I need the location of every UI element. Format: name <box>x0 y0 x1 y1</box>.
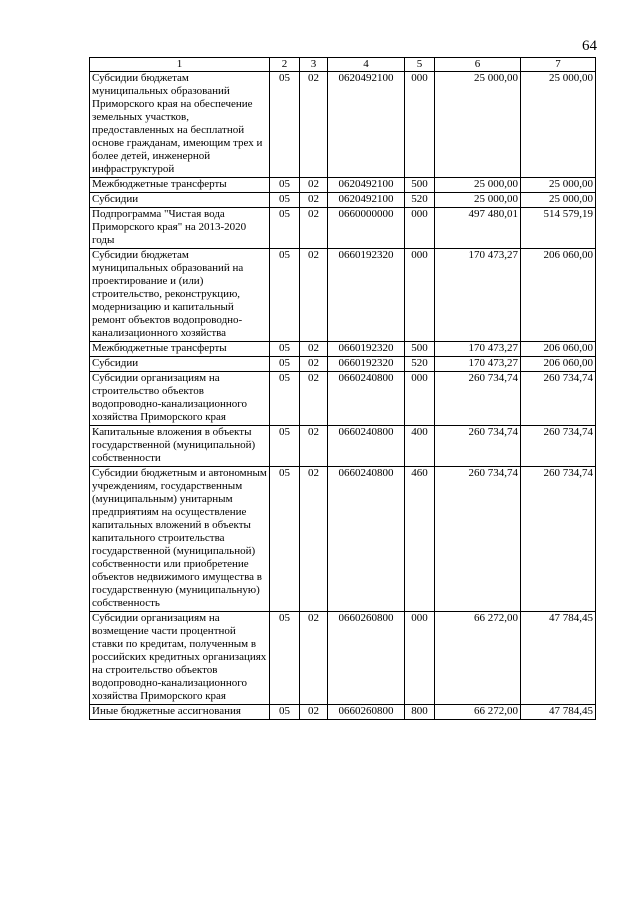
row-target-article: 0620492100 <box>328 72 405 178</box>
row-section: 05 <box>270 372 300 426</box>
header-cell: 3 <box>300 58 328 72</box>
row-expense-type: 520 <box>405 357 435 372</box>
row-name: Межбюджетные трансферты <box>90 178 270 193</box>
row-section: 05 <box>270 357 300 372</box>
row-subsection: 02 <box>300 342 328 357</box>
row-amount-1: 25 000,00 <box>435 178 521 193</box>
row-section: 05 <box>270 193 300 208</box>
header-cell: 2 <box>270 58 300 72</box>
table-row <box>90 193 596 208</box>
row-expense-type: 000 <box>405 208 435 249</box>
page-number: 64 <box>582 38 597 54</box>
row-amount-1: 170 473,27 <box>435 249 521 342</box>
row-subsection: 02 <box>300 249 328 342</box>
row-expense-type: 500 <box>405 178 435 193</box>
row-amount-1: 66 272,00 <box>435 612 521 705</box>
row-amount-2: 206 060,00 <box>521 357 596 372</box>
table-row <box>90 357 596 372</box>
header-cell: 4 <box>328 58 405 72</box>
table-row <box>90 372 596 426</box>
row-expense-type: 000 <box>405 612 435 705</box>
row-name: Подпрограмма "Чистая вода Приморского края" на 2013-2020 годы <box>90 208 270 249</box>
row-amount-2: 25 000,00 <box>521 178 596 193</box>
row-expense-type: 460 <box>405 467 435 612</box>
row-amount-2: 260 734,74 <box>521 467 596 612</box>
row-expense-type: 500 <box>405 342 435 357</box>
table-row <box>90 208 596 249</box>
row-amount-2: 47 784,45 <box>521 612 596 705</box>
row-amount-2: 260 734,74 <box>521 372 596 426</box>
row-name: Субсидии бюджетам муниципальных образований Приморского края на обеспечение земельных участков, предоставленных на бесплатной основе гражданам, имеющим трех и более детей, инженерной инфраструктурой <box>90 72 270 178</box>
header-cell: 1 <box>90 58 270 72</box>
table-row <box>90 342 596 357</box>
row-target-article: 0660260800 <box>328 705 405 720</box>
row-amount-1: 260 734,74 <box>435 467 521 612</box>
row-amount-1: 25 000,00 <box>435 193 521 208</box>
row-name: Субсидии бюджетным и автономным учреждениям, государственным (муниципальным) унитарным предприятиям на осуществление капитальных вложений в объекты капитального строительства государственной (муниципальной) собственности или приобретение объектов недвижимого имущества в государственную (муниципальную) собственность <box>90 467 270 612</box>
row-amount-1: 497 480,01 <box>435 208 521 249</box>
row-amount-1: 260 734,74 <box>435 426 521 467</box>
row-section: 05 <box>270 467 300 612</box>
row-expense-type: 000 <box>405 72 435 178</box>
row-expense-type: 000 <box>405 249 435 342</box>
row-name: Субсидии бюджетам муниципальных образований на проектирование и (или) строительство, реконструкцию, модернизацию и капитальный ремонт объектов водопроводно-канализационного хозяйства <box>90 249 270 342</box>
row-expense-type: 400 <box>405 426 435 467</box>
row-name: Капитальные вложения в объекты государственной (муниципальной) собственности <box>90 426 270 467</box>
row-name: Субсидии организациям на возмещение части процентной ставки по кредитам, полученным в российских кредитных организациях на строительство объектов водопроводно-канализационного хозяйства Приморского края <box>90 612 270 705</box>
row-amount-1: 170 473,27 <box>435 357 521 372</box>
table-row <box>90 249 596 342</box>
row-target-article: 0660192320 <box>328 249 405 342</box>
row-amount-2: 206 060,00 <box>521 342 596 357</box>
row-amount-1: 260 734,74 <box>435 372 521 426</box>
row-subsection: 02 <box>300 357 328 372</box>
header-cell: 6 <box>435 58 521 72</box>
row-subsection: 02 <box>300 178 328 193</box>
row-target-article: 0620492100 <box>328 193 405 208</box>
row-name: Межбюджетные трансферты <box>90 342 270 357</box>
table-row <box>90 612 596 705</box>
row-section: 05 <box>270 178 300 193</box>
row-subsection: 02 <box>300 372 328 426</box>
row-target-article: 0660192320 <box>328 342 405 357</box>
row-name: Субсидии организациям на строительство объектов водопроводно-канализационного хозяйства Приморского края <box>90 372 270 426</box>
row-expense-type: 800 <box>405 705 435 720</box>
row-subsection: 02 <box>300 208 328 249</box>
row-amount-2: 25 000,00 <box>521 193 596 208</box>
row-subsection: 02 <box>300 612 328 705</box>
budget-table <box>89 57 596 720</box>
row-section: 05 <box>270 72 300 178</box>
row-section: 05 <box>270 426 300 467</box>
row-name: Субсидии <box>90 357 270 372</box>
row-amount-2: 260 734,74 <box>521 426 596 467</box>
table-row <box>90 705 596 720</box>
row-amount-1: 170 473,27 <box>435 342 521 357</box>
row-target-article: 0660240800 <box>328 372 405 426</box>
row-section: 05 <box>270 342 300 357</box>
table-body <box>90 72 596 720</box>
row-section: 05 <box>270 208 300 249</box>
header-cell: 5 <box>405 58 435 72</box>
row-amount-2: 47 784,45 <box>521 705 596 720</box>
table-row <box>90 178 596 193</box>
row-section: 05 <box>270 249 300 342</box>
row-section: 05 <box>270 612 300 705</box>
row-subsection: 02 <box>300 72 328 178</box>
row-amount-2: 514 579,19 <box>521 208 596 249</box>
row-target-article: 0660260800 <box>328 612 405 705</box>
row-amount-2: 25 000,00 <box>521 72 596 178</box>
header-row <box>90 58 596 72</box>
row-section: 05 <box>270 705 300 720</box>
table-row <box>90 426 596 467</box>
row-expense-type: 520 <box>405 193 435 208</box>
row-subsection: 02 <box>300 467 328 612</box>
row-target-article: 0660192320 <box>328 357 405 372</box>
row-target-article: 0660240800 <box>328 467 405 612</box>
row-target-article: 0620492100 <box>328 178 405 193</box>
table-row <box>90 72 596 178</box>
row-amount-1: 25 000,00 <box>435 72 521 178</box>
row-target-article: 0660000000 <box>328 208 405 249</box>
row-name: Субсидии <box>90 193 270 208</box>
row-name: Иные бюджетные ассигнования <box>90 705 270 720</box>
row-subsection: 02 <box>300 426 328 467</box>
row-expense-type: 000 <box>405 372 435 426</box>
row-target-article: 0660240800 <box>328 426 405 467</box>
row-subsection: 02 <box>300 705 328 720</box>
table-row <box>90 467 596 612</box>
row-amount-1: 66 272,00 <box>435 705 521 720</box>
row-subsection: 02 <box>300 193 328 208</box>
row-amount-2: 206 060,00 <box>521 249 596 342</box>
header-cell: 7 <box>521 58 596 72</box>
